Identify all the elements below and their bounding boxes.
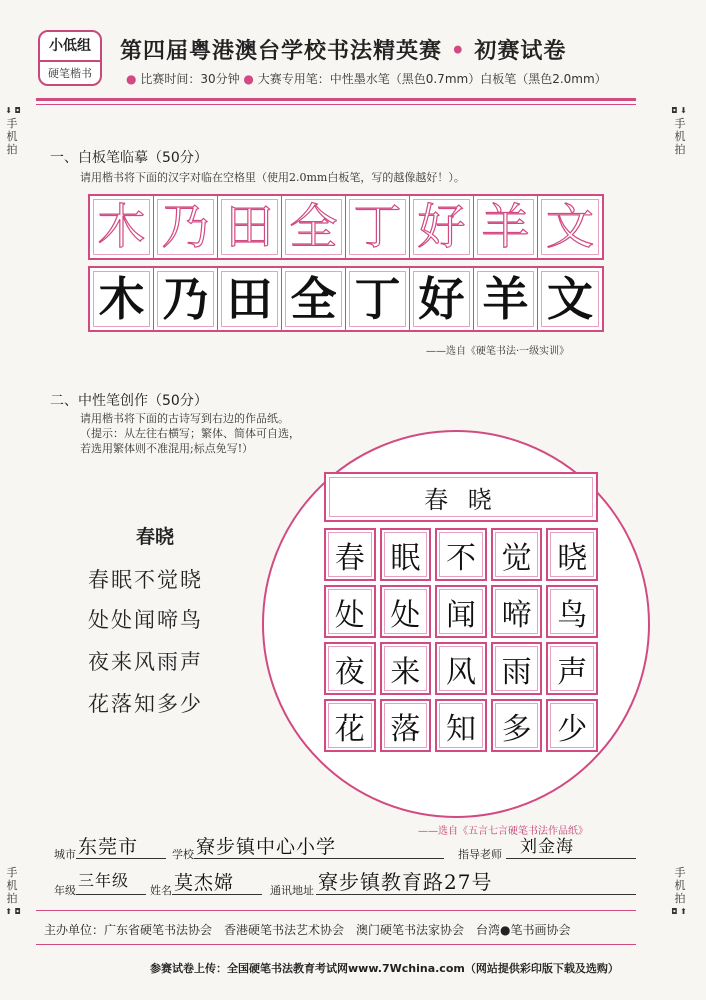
- exam-pens: 大赛专用笔：中性墨水笔（黑色0.7mm）白板笔（黑色2.0mm）: [257, 72, 607, 86]
- trace-cell[interactable]: [218, 196, 282, 258]
- trace-char: 乃: [161, 199, 210, 255]
- download-camera-icon: ⬇ ◘: [5, 106, 21, 115]
- section2-source: ——选自《五言七言硬笔书法作品纸》: [418, 826, 588, 837]
- exam-title-suffix: 初赛试卷: [474, 38, 567, 64]
- work-char: 闻: [445, 597, 476, 633]
- trace-cell[interactable]: [474, 196, 538, 258]
- side-text: 手机拍: [6, 117, 18, 156]
- work-char: 眠: [390, 540, 421, 576]
- badge-group-label: 小低组: [40, 32, 100, 62]
- section1-heading: 一、白板笔临摹（50分）: [50, 150, 208, 166]
- poem-line: 处处闻啼鸟: [88, 608, 203, 632]
- poem-title: 春晓: [136, 526, 175, 548]
- work-cell[interactable]: [546, 699, 598, 752]
- organizers: 主办单位：广东省硬笔书法协会 香港硬笔书法艺术协会 澳门硬笔书法家协会 台湾●笔书画协会: [44, 923, 571, 937]
- header-divider: [36, 98, 636, 101]
- section2-instruction-3: 若选用繁体则不准混用;标点免写!）: [80, 442, 254, 455]
- work-cell[interactable]: [324, 642, 376, 695]
- poem-line: 花落知多少: [88, 692, 203, 716]
- school-underline: [194, 858, 444, 859]
- work-cell[interactable]: [324, 699, 376, 752]
- work-title: 春 晓: [424, 485, 498, 514]
- grade-label: 年级: [54, 884, 76, 897]
- trace-cell[interactable]: [538, 196, 602, 258]
- city-value[interactable]: 东莞市: [78, 836, 139, 858]
- download-camera-icon: ◘ ⬇: [671, 106, 687, 115]
- exam-time: 比赛时间：30分钟: [140, 72, 240, 86]
- work-cell[interactable]: [435, 585, 487, 638]
- work-char: 处: [334, 597, 365, 633]
- poem-line: 春眠不觉晓: [88, 568, 203, 592]
- work-cell[interactable]: [380, 585, 432, 638]
- work-cell[interactable]: [546, 642, 598, 695]
- work-char: 不: [445, 540, 476, 576]
- trace-grid: [88, 194, 604, 260]
- trace-cell[interactable]: [282, 196, 346, 258]
- work-char: 声: [557, 654, 588, 690]
- trace-char: 文: [545, 199, 594, 255]
- copied-char: 乃: [162, 272, 209, 326]
- teacher-underline: [506, 858, 636, 859]
- copied-char: 羊: [482, 272, 529, 326]
- name-underline: [172, 894, 262, 895]
- work-char: 啼: [501, 597, 532, 633]
- work-cell[interactable]: [435, 528, 487, 581]
- work-cell[interactable]: [546, 528, 598, 581]
- upload-camera-icon: ⬆ ◘: [5, 907, 21, 916]
- work-char: 来: [390, 654, 421, 690]
- footer-divider: [36, 910, 636, 911]
- trace-char: 丁: [353, 199, 402, 255]
- upload-notice: 参赛试卷上传：全国硬笔书法教育考试网www.7Wchina.com（网站提供彩印版下载及选购）: [150, 962, 619, 975]
- copied-char: 丁: [354, 272, 401, 326]
- work-grid: [324, 528, 598, 752]
- copy-cell[interactable]: [282, 268, 346, 330]
- copied-char: 木: [98, 272, 145, 326]
- upload-camera-icon: ◘ ⬆: [671, 907, 687, 916]
- copy-cell[interactable]: [90, 268, 154, 330]
- trace-cell[interactable]: [154, 196, 218, 258]
- header-divider-thin: [36, 104, 636, 105]
- exam-meta: [126, 70, 607, 87]
- work-char: 春: [334, 540, 365, 576]
- work-cell[interactable]: [380, 642, 432, 695]
- trace-char: 木: [97, 199, 146, 255]
- exam-title: [120, 34, 566, 65]
- work-cell[interactable]: [380, 699, 432, 752]
- copy-cell[interactable]: [474, 268, 538, 330]
- section1-instruction: 请用楷书将下面的汉字对临在空格里（使用2.0mm白板笔，写的越像越好！）。: [80, 171, 465, 184]
- copy-cell[interactable]: [346, 268, 410, 330]
- trace-char: 全: [289, 199, 338, 255]
- bullet-dot-icon: ●: [243, 72, 254, 86]
- work-cell[interactable]: [435, 699, 487, 752]
- copied-char: 田: [226, 272, 273, 326]
- side-label-top-left: [4, 104, 20, 156]
- copied-char: 好: [418, 272, 465, 326]
- exam-title-main: 第四届粤港澳台学校书法精英赛: [120, 38, 443, 64]
- city-label: 城市: [54, 848, 76, 861]
- grade-value[interactable]: 三年级: [78, 871, 130, 890]
- grade-underline: [76, 894, 146, 895]
- bullet-dot-icon: ●: [126, 72, 137, 86]
- trace-cell[interactable]: [90, 196, 154, 258]
- group-badge: [38, 30, 102, 86]
- address-underline: [316, 894, 636, 895]
- section2-instruction-1: 请用楷书将下面的古诗写到右边的作品纸。: [80, 412, 289, 425]
- work-char: 鸟: [557, 597, 588, 633]
- footer-divider-2: [36, 944, 636, 945]
- work-char: 处: [390, 597, 421, 633]
- work-cell[interactable]: [491, 528, 543, 581]
- side-text: 手机拍: [674, 117, 686, 156]
- teacher-label: 指导老师: [458, 848, 502, 861]
- work-char: 落: [390, 711, 421, 747]
- work-cell[interactable]: [491, 699, 543, 752]
- work-cell[interactable]: [324, 528, 376, 581]
- title-bullet: •: [450, 38, 466, 64]
- city-underline: [76, 858, 166, 859]
- trace-char: 羊: [481, 199, 530, 255]
- section2-instruction-2: （提示：从左往右横写；繁体、简体可自选，: [80, 427, 300, 440]
- trace-cell[interactable]: [410, 196, 474, 258]
- copy-cell[interactable]: [218, 268, 282, 330]
- side-text: 手机拍: [674, 866, 686, 905]
- side-label-bottom-left: [4, 866, 20, 918]
- name-value[interactable]: 莫杰嫦: [174, 872, 235, 894]
- name-label: 姓名: [150, 884, 172, 897]
- work-char: 知: [445, 711, 476, 747]
- address-value[interactable]: 寮步镇教育路27号: [318, 870, 493, 894]
- side-label-top-right: [672, 104, 688, 156]
- work-cell[interactable]: [491, 642, 543, 695]
- work-title-box[interactable]: [324, 472, 598, 522]
- school-label: 学校: [172, 848, 194, 861]
- work-char: 少: [557, 711, 588, 747]
- work-char: 花: [334, 711, 365, 747]
- trace-char: 好: [417, 199, 466, 255]
- address-label: 通讯地址: [270, 884, 314, 897]
- copied-char: 全: [290, 272, 337, 326]
- work-char: 晓: [557, 540, 588, 576]
- side-text: 手机拍: [6, 866, 18, 905]
- work-char: 多: [501, 711, 532, 747]
- badge-style-label: 硬笔楷书: [48, 67, 92, 80]
- copy-cell[interactable]: [538, 268, 602, 330]
- copied-char: 文: [547, 272, 593, 326]
- work-cell[interactable]: [491, 585, 543, 638]
- teacher-value[interactable]: 刘金海: [520, 837, 574, 857]
- work-char: 风: [445, 654, 476, 690]
- section2-heading: 二、中性笔创作（50分）: [50, 393, 208, 409]
- work-char: 夜: [334, 654, 365, 690]
- work-cell[interactable]: [546, 585, 598, 638]
- work-cell[interactable]: [324, 585, 376, 638]
- work-cell[interactable]: [435, 642, 487, 695]
- trace-cell[interactable]: [346, 196, 410, 258]
- work-char: 觉: [501, 540, 532, 576]
- work-cell[interactable]: [380, 528, 432, 581]
- poem-line: 夜来风雨声: [88, 650, 203, 674]
- copy-grid: [88, 266, 604, 332]
- copy-cell[interactable]: [410, 268, 474, 330]
- side-label-bottom-right: [672, 866, 688, 918]
- trace-char: 田: [225, 199, 274, 255]
- copy-cell[interactable]: [154, 268, 218, 330]
- work-char: 雨: [501, 654, 532, 690]
- school-value[interactable]: 寮步镇中心小学: [196, 836, 337, 858]
- section1-source: ——选自《硬笔书法·一级实训》: [426, 346, 570, 357]
